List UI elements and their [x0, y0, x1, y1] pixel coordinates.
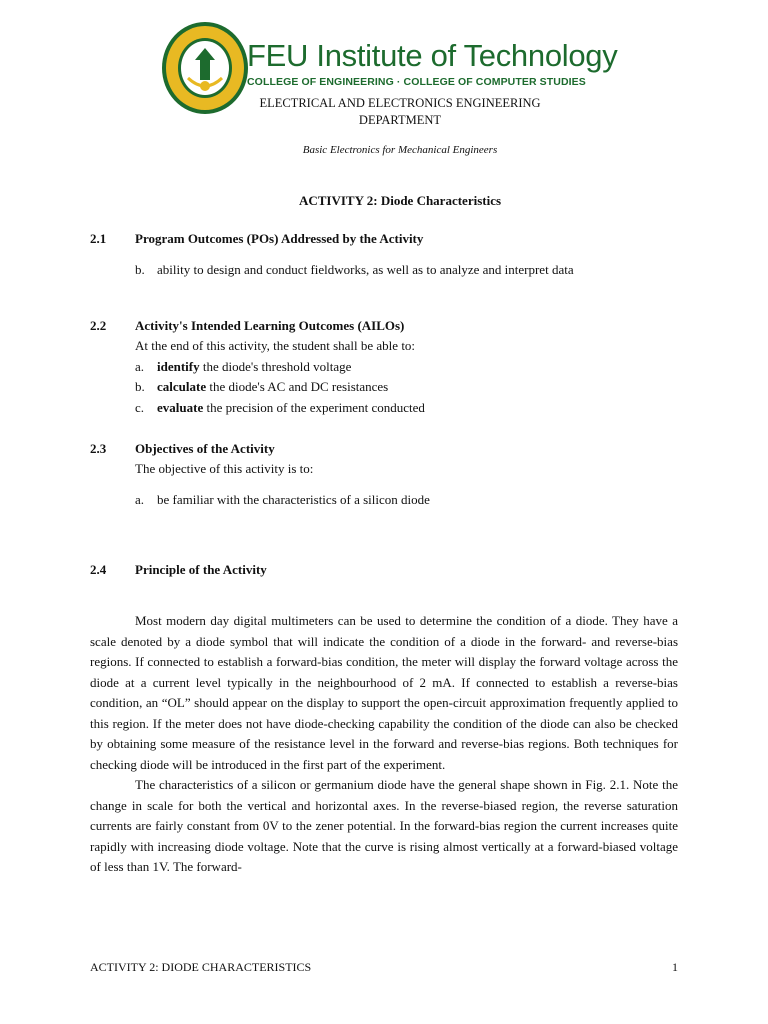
- footer-activity-name: ACTIVITY 2: DIODE CHARACTERISTICS: [90, 960, 312, 974]
- section-title-2-1: Program Outcomes (POs) Addressed by the Activity: [135, 231, 424, 246]
- list-item-text: the precision of the experiment conducted: [206, 400, 425, 415]
- section-intro: The objective of this activity is to:: [135, 461, 314, 476]
- section-number-2-4: 2.4: [90, 562, 107, 577]
- paragraph: The characteristics of a silicon or germanium diode have the general shape shown in Fig. 2.1. Note the change in scale for both the vertical and horizontal axes. In the reverse-biased region, the reverse saturation currents are fairly constant from 0V to the zener potential. In the forward-bias region the current increases quite rapidly with increasing diode voltage. Note that the curve is rising almost vertically at a forward-biased voltage of less than 1V. The forward-: [90, 777, 678, 874]
- section-intro: At the end of this activity, the student shall be able to:: [135, 338, 416, 353]
- list-item-text: the diode's threshold voltage: [202, 359, 352, 374]
- list-marker: b.: [135, 379, 145, 394]
- section-number-2-2: 2.2: [90, 318, 107, 333]
- list-item: [157, 359, 351, 375]
- college-names: COLLEGE OF ENGINEERING · COLLEGE OF COMPUTER STUDIES: [247, 76, 586, 88]
- list-marker: b.: [135, 262, 145, 277]
- institution-name: FEU Institute of Technology: [247, 38, 618, 73]
- list-item: [157, 400, 425, 416]
- paragraph: Most modern day digital multimeters can be used to determine the condition of a diode. They have a scale denoted by a diode symbol that will indicate the condition of a diode in the forward- and reverse-bias regions. If connected to establish a forward-bias condition, the meter will display the forward voltage across the diode at a current level typically in the neighbourhood of 2 mA. If connected to establish a reverse-bias condition, an “OL” should appear on the display to support the open-circuit approximation frequently applied to this region. If the meter does not have diode-checking capability the condition of the diode can also be checked by obtaining some measure of the resistance level in the forward and reverse-bias regions. Both techniques for checking diode will be introduced in the first part of the experiment.: [90, 613, 678, 772]
- course-name: Basic Electronics for Mechanical Engineers: [302, 144, 498, 156]
- list-marker: c.: [135, 400, 145, 415]
- list-marker: a.: [135, 359, 145, 374]
- list-item: ability to design and conduct fieldworks, as well as to analyze and interpret data: [157, 262, 574, 277]
- section-number-2-1: 2.1: [90, 231, 107, 246]
- list-item-text: the diode's AC and DC resistances: [209, 379, 389, 394]
- list-item-verb: evaluate: [157, 400, 204, 415]
- list-item: [157, 379, 388, 395]
- page-number: 1: [672, 960, 678, 974]
- section-title-2-4: Principle of the Activity: [135, 562, 267, 577]
- activity-title: ACTIVITY 2: Diode Characteristics: [298, 193, 502, 208]
- section-title-2-3: Objectives of the Activity: [135, 441, 275, 456]
- department-line-2: DEPARTMENT: [358, 113, 442, 127]
- list-item-verb: calculate: [157, 379, 207, 394]
- list-item-verb: identify: [157, 359, 200, 374]
- section-number-2-3: 2.3: [90, 441, 107, 456]
- section-title-2-2: Activity's Intended Learning Outcomes (AILOs): [135, 318, 405, 333]
- list-marker: a.: [135, 492, 145, 507]
- department-line-1: ELECTRICAL AND ELECTRONICS ENGINEERING: [259, 96, 541, 110]
- principle-body: [90, 611, 678, 878]
- list-item: be familiar with the characteristics of a silicon diode: [157, 492, 430, 507]
